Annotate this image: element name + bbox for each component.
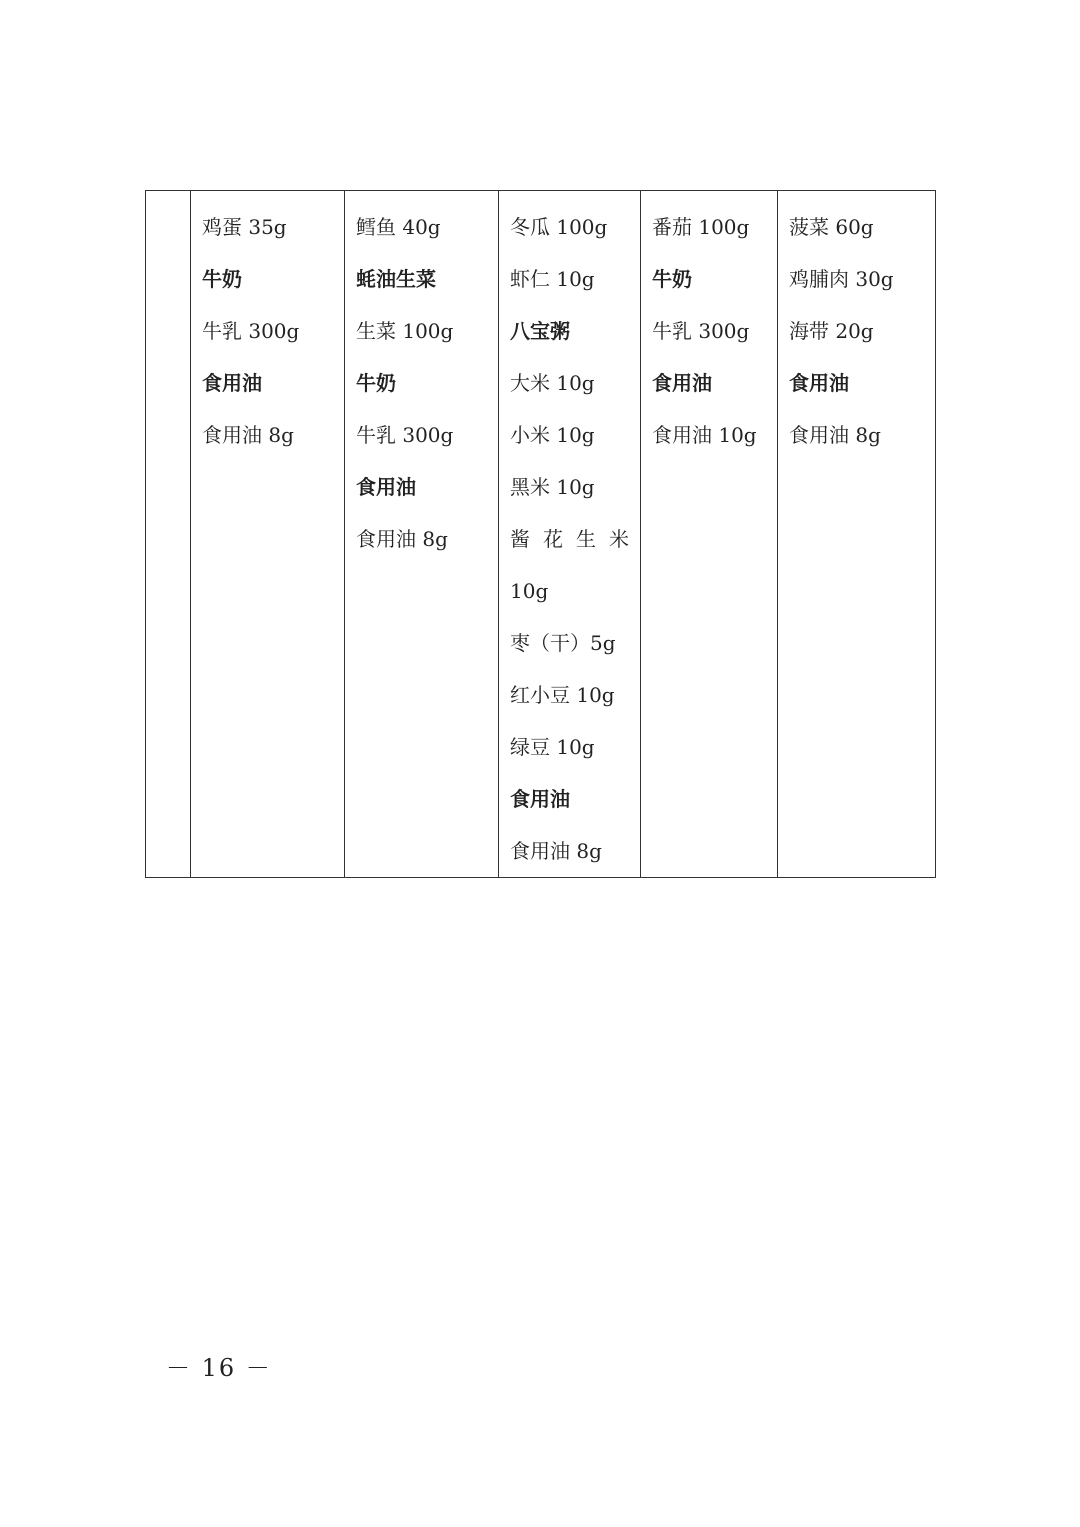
ingredient-line: 大米 10g bbox=[510, 371, 595, 395]
ingredient-line: 牛乳 300g bbox=[356, 423, 454, 447]
dish-name: 食用油 bbox=[510, 787, 570, 811]
ingredient-line: 绿豆 10g bbox=[510, 735, 595, 759]
ingredient-line: 小米 10g bbox=[510, 423, 595, 447]
ingredient-line: 食用油 10g bbox=[652, 423, 757, 447]
cell-lines bbox=[499, 191, 640, 877]
ingredient-line: 食用油 8g bbox=[789, 423, 881, 447]
ingredient-line: 10g bbox=[510, 579, 549, 603]
cell-lines bbox=[641, 191, 777, 461]
cell-lines bbox=[191, 191, 344, 461]
ingredient-line: 海带 20g bbox=[789, 319, 874, 343]
cell-lines bbox=[345, 191, 498, 565]
cell-lines bbox=[146, 191, 190, 201]
ingredient-line: 食用油 8g bbox=[510, 839, 602, 863]
ingredient-line: 鸡脯肉 30g bbox=[789, 267, 894, 291]
ingredient-line: 牛乳 300g bbox=[652, 319, 750, 343]
table-cell bbox=[778, 191, 936, 878]
ingredient-line: 黑米 10g bbox=[510, 475, 595, 499]
dish-name: 食用油 bbox=[789, 371, 849, 395]
dish-name: 牛奶 bbox=[652, 267, 692, 291]
table-cell bbox=[641, 191, 778, 878]
menu-table bbox=[145, 190, 936, 878]
dish-name: 牛奶 bbox=[202, 267, 242, 291]
ingredient-line: 红小豆 10g bbox=[510, 683, 615, 707]
ingredient-line: 生菜 100g bbox=[356, 319, 454, 343]
dish-name: 蚝油生菜 bbox=[356, 267, 436, 291]
ingredient-line: 酱花生米 bbox=[510, 527, 642, 551]
ingredient-line: 牛乳 300g bbox=[202, 319, 300, 343]
ingredient-line: 虾仁 10g bbox=[510, 267, 595, 291]
dish-name: 八宝粥 bbox=[510, 319, 570, 343]
ingredient-line: 番茄 100g bbox=[652, 215, 750, 239]
page-number: － 16 － bbox=[166, 1354, 272, 1382]
ingredient-line: 冬瓜 100g bbox=[510, 215, 608, 239]
dish-name: 牛奶 bbox=[356, 371, 396, 395]
table-cell bbox=[499, 191, 641, 878]
table-row bbox=[146, 191, 936, 878]
ingredient-line: 食用油 8g bbox=[202, 423, 294, 447]
dish-name: 食用油 bbox=[356, 475, 416, 499]
ingredient-line: 鳕鱼 40g bbox=[356, 215, 441, 239]
table-cell-empty bbox=[146, 191, 191, 878]
table-cell bbox=[345, 191, 499, 878]
ingredient-line: 食用油 8g bbox=[356, 527, 448, 551]
table-cell bbox=[191, 191, 345, 878]
dish-name: 食用油 bbox=[652, 371, 712, 395]
dish-name: 食用油 bbox=[202, 371, 262, 395]
cell-lines bbox=[778, 191, 935, 461]
ingredient-line: 鸡蛋 35g bbox=[202, 215, 287, 239]
ingredient-line: 菠菜 60g bbox=[789, 215, 874, 239]
ingredient-line: 枣（干）5g bbox=[510, 631, 616, 655]
